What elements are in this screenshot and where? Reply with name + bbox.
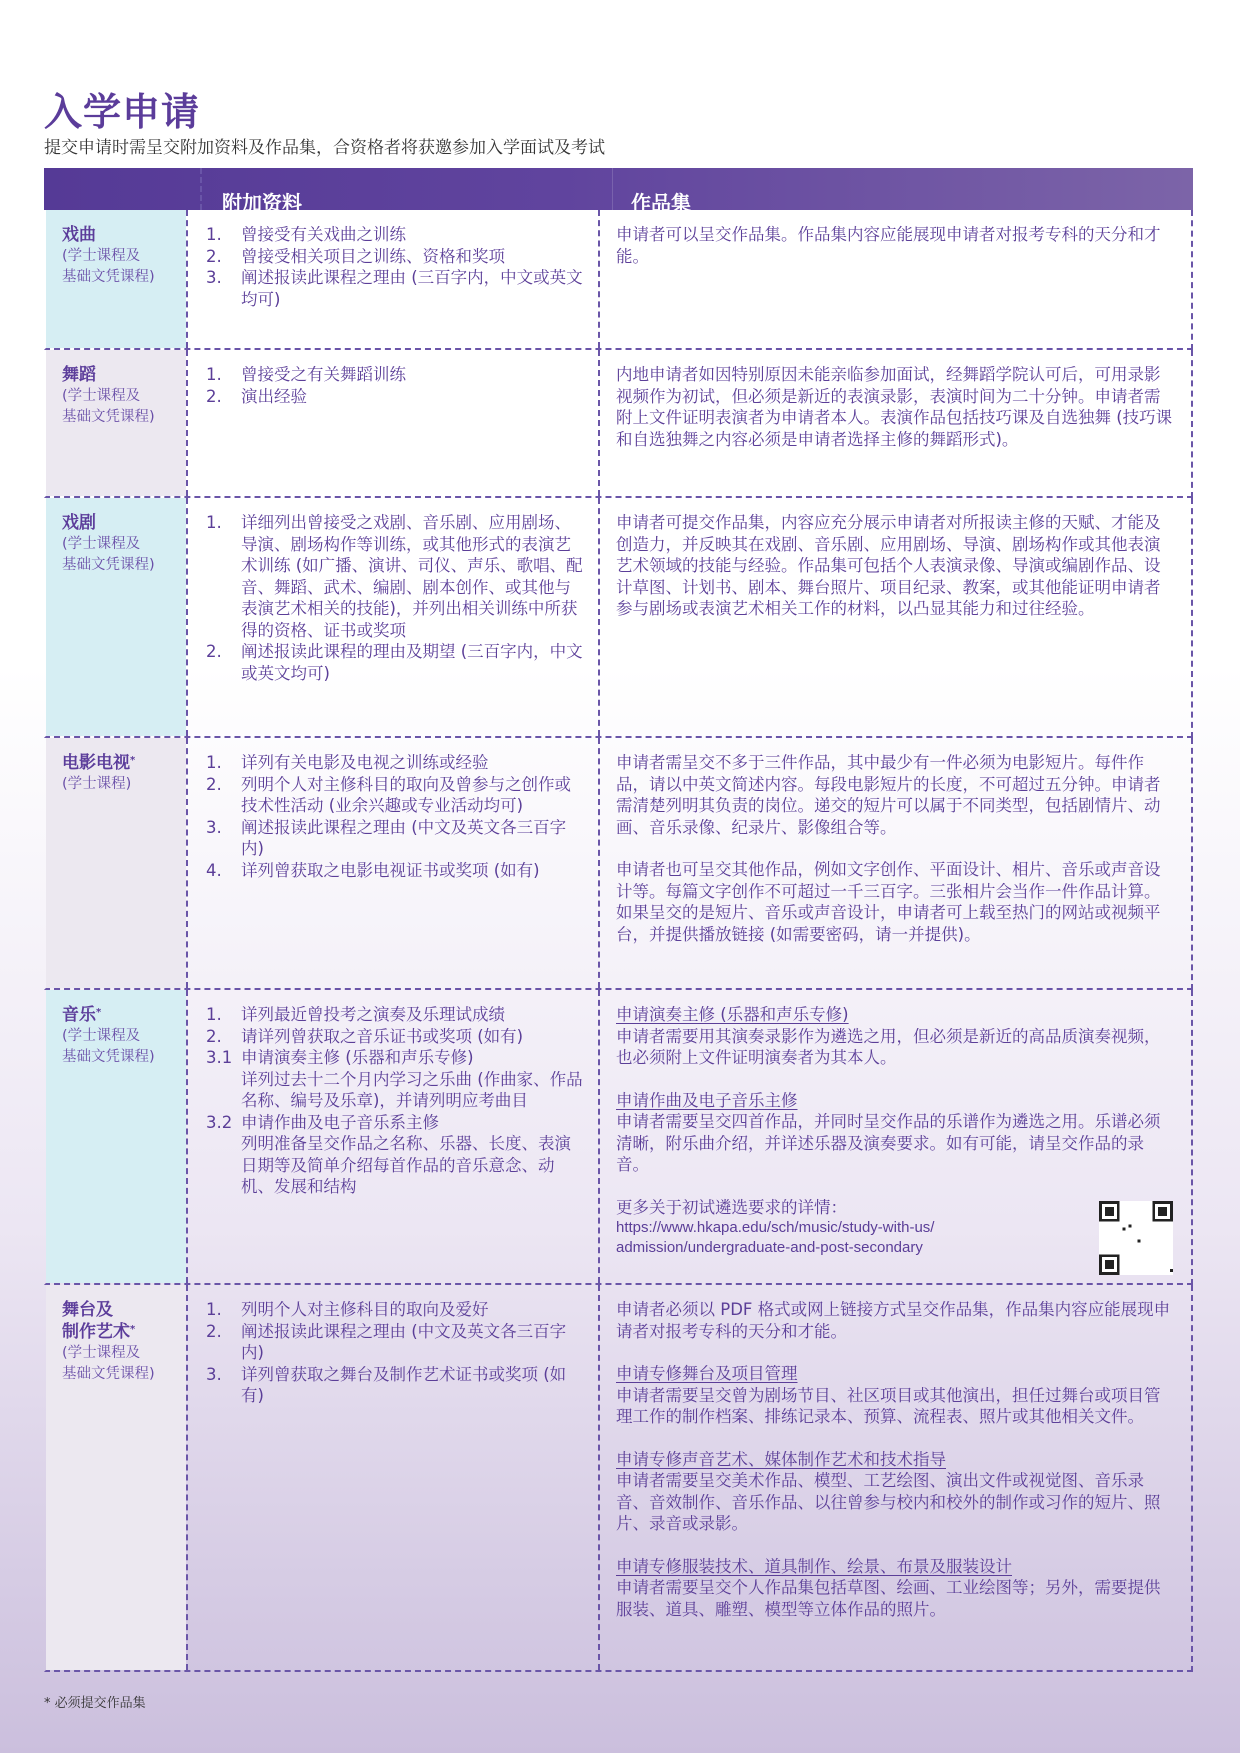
details-url[interactable]: admission/undergraduate-and-post-secondary (616, 1239, 923, 1256)
admission-table (44, 168, 1193, 1672)
spacer (616, 1069, 1175, 1090)
portfolio-text: 申请者也可呈交其他作品，例如文字创作、平面设计、相片、音乐或声音设计等。每篇文字创作不可超过一千三百字。三张相片会当作一件作品计算。如果呈交的是短片、音乐或声音设计，申请者可上载至热门的网站或视频平台，并提供播放链接 (如需要密码，请一并提供)。 (616, 860, 1161, 944)
additional-info-cell (186, 498, 598, 736)
requirement-item (206, 1069, 586, 1112)
requirement-item (206, 267, 586, 310)
requirement-item (206, 1299, 586, 1321)
item-number: 2. (206, 642, 222, 661)
portfolio-text: 更多关于初试遴选要求的详情： (616, 1197, 847, 1217)
spacer (616, 1342, 1175, 1363)
portfolio-text: 申请者需要呈交个人作品集包括草图、绘画、工业绘图等；另外，需要提供服装、道具、雕塑、模型等立体作品的照片。 (616, 1578, 1161, 1619)
requirement-item (206, 1112, 586, 1134)
item-number: 1. (206, 1300, 222, 1319)
programme-cell (46, 350, 186, 496)
header-portfolio: 作品集 (612, 168, 1193, 210)
item-text: 列明个人对主修科目的取向及曾参与之创作或技术性活动 (业余兴趣或专业活动均可) (241, 774, 571, 815)
requirement-item (206, 246, 586, 268)
additional-info-cell (186, 738, 598, 988)
portfolio-cell (598, 1285, 1191, 1670)
item-number (206, 1133, 241, 1198)
item-number: 3.1 (206, 1048, 233, 1067)
table-row (44, 1285, 1193, 1672)
item-text: 详细列出曾接受之戏剧、音乐剧、应用剧场、导演、剧场构作等训练，或其他形式的表演艺术训练 (如广播、演讲、司仪、声乐、歌唱、配音、舞蹈、武术、编剧、剧本创作、或其他与表演艺术相关的技能)，并列出相关训练中所获得的资格、证书或奖项 (241, 513, 583, 640)
item-text: 演出经验 (241, 386, 307, 406)
portfolio-cell (598, 210, 1191, 348)
header-programme (44, 168, 200, 210)
portfolio-text: 申请者需要呈交美术作品、模型、工艺绘图、演出文件或视觉图、音乐录音、音效制作、音乐作品、以往曾参与校内和校外的制作或习作的短片、照片、录音或录影。 (616, 1471, 1161, 1533)
requirement-item (206, 1004, 586, 1026)
requirement-item (206, 752, 586, 774)
programme-level: (学士课程) (62, 776, 132, 792)
spacer (616, 838, 1175, 859)
requirement-item (206, 1364, 586, 1407)
item-text: 请详列曾获取之音乐证书或奖项 (如有) (241, 1026, 524, 1046)
spacer (616, 1176, 1175, 1197)
programme-cell (46, 210, 186, 348)
requirement-item (206, 1321, 586, 1364)
programme-level: (学士课程及 (62, 1345, 141, 1361)
requirement-item (206, 641, 586, 684)
item-text: 列明准备呈交作品之名称、乐器、长度、表演日期等及简单介绍每首作品的音乐意念、动机、发展和结构 (241, 1134, 571, 1196)
portfolio-cell (598, 498, 1191, 736)
portfolio-required-mark: * (130, 1324, 136, 1335)
item-number: 2. (206, 386, 222, 406)
portfolio-cell (598, 738, 1191, 988)
item-number: 2. (206, 246, 222, 266)
programme-name: 舞台及 (62, 1300, 113, 1320)
programme-name: 舞蹈 (62, 365, 96, 385)
programme-name: 电影电视* (62, 753, 136, 773)
page-title: 入学申请 (44, 90, 201, 134)
table-row (44, 498, 1193, 738)
item-number: 4. (206, 860, 222, 880)
item-text: 申请演奏主修 (乐器和声乐专修) (241, 1048, 474, 1067)
item-text: 详列曾获取之电影电视证书或奖项 (如有) (241, 860, 540, 880)
programme-level: 基础文凭课程) (62, 1366, 155, 1382)
programme-level: 基础文凭课程) (62, 269, 155, 285)
details-url[interactable]: https://www.hkapa.edu/sch/music/study-with-us/ (616, 1219, 935, 1236)
item-number: 1. (206, 513, 222, 532)
item-text: 详列过去十二个月内学习之乐曲 (作曲家、作品名称、编号及乐章)，并请列明应考曲目 (241, 1069, 583, 1110)
item-number: 1. (206, 753, 222, 772)
table-row (44, 738, 1193, 990)
item-text: 详列曾获取之舞台及制作艺术证书或奖项 (如有) (241, 1364, 567, 1405)
programme-level: (学士课程及 (62, 536, 141, 552)
item-number: 3. (206, 1364, 222, 1384)
portfolio-text: 申请者需要呈交曾为剧场节目、社区项目或其他演出，担任过舞台或项目管理工作的制作档案、排练记录本、预算、流程表、照片或其他相关文件。 (616, 1385, 1161, 1426)
item-number: 1. (206, 225, 222, 244)
programme-cell (46, 738, 186, 988)
item-text: 阐述报读此课程的理由及期望 (三百字内，中文或英文均可) (241, 642, 583, 683)
requirement-item (206, 1026, 586, 1048)
item-number: 3. (206, 268, 222, 287)
item-number: 1. (206, 1005, 222, 1024)
programme-level: (学士课程及 (62, 1028, 141, 1044)
item-text: 详列有关电影及电视之训练或经验 (241, 753, 489, 772)
requirement-item (206, 224, 586, 246)
portfolio-text: 内地申请者如因特别原因未能亲临参加面试，经舞蹈学院认可后，可用录影视频作为初试，但必须是新近的表演录影，表演时间为二十分钟。申请者需附上文件证明表演者为申请者本人。表演作品包括技巧课及自选独舞 (技巧课和自选独舞之内容必须是申请者选择主修的舞蹈形式)。 (616, 365, 1173, 449)
programme-name: 戏剧 (62, 513, 96, 533)
portfolio-text: 申请者可以呈交作品集。作品集内容应能展现申请者对报考专科的天分和才能。 (616, 225, 1161, 266)
table-header (44, 168, 1193, 215)
additional-info-cell (186, 1285, 598, 1670)
item-number: 2. (206, 1026, 222, 1046)
programme-level: (学士课程及 (62, 388, 141, 404)
additional-info-cell (186, 990, 598, 1283)
requirement-item (206, 774, 586, 817)
additional-info-cell (186, 350, 598, 496)
portfolio-cell (598, 350, 1191, 496)
requirement-item (206, 512, 586, 641)
footnote: * 必须提交作品集 (44, 1696, 146, 1711)
item-number (206, 1069, 241, 1112)
table-row (44, 350, 1193, 498)
programme-level: (学士课程及 (62, 248, 141, 264)
requirement-item (206, 364, 586, 386)
item-text: 曾接受有关戏曲之训练 (241, 225, 406, 244)
requirement-item (206, 1047, 586, 1069)
table-row (44, 210, 1193, 350)
portfolio-text: 申请者可提交作品集，内容应充分展示申请者对所报读主修的天赋、才能及创造力，并反映其在戏剧、音乐剧、应用剧场、导演、剧场构作或其他表演艺术领域的技能与经验。作品集可包括个人表演录像、导演或编剧作品、设计草图、计划书、剧本、舞台照片、项目纪录、教案，或其他能证明申请者参与剧场或表演艺术相关工作的材料，以凸显其能力和过往经验。 (616, 513, 1161, 618)
portfolio-text: 申请者必须以 PDF 格式或网上链接方式呈交作品集，作品集内容应能展现申请者对报考专科的天分和才能。 (616, 1300, 1171, 1341)
qr-code-icon[interactable] (1099, 1201, 1173, 1275)
portfolio-subheading: 申请专修服装技术、道具制作、绘景、布景及服装设计 (616, 1556, 1012, 1576)
programme-cell (46, 990, 186, 1283)
item-number: 3.2 (206, 1112, 233, 1132)
item-number: 2. (206, 1321, 222, 1341)
programme-cell (46, 1285, 186, 1670)
item-number: 2. (206, 774, 222, 794)
requirement-item (206, 1133, 586, 1198)
table-body (44, 210, 1193, 1672)
programme-name: 戏曲 (62, 225, 96, 245)
programme-level: 基础文凭课程) (62, 409, 155, 425)
item-text: 列明个人对主修科目的取向及爱好 (241, 1300, 489, 1319)
item-number: 1. (206, 365, 222, 384)
header-additional-info: 附加资料 (200, 168, 612, 210)
requirement-item (206, 860, 586, 882)
item-text: 详列最近曾投考之演奏及乐理试成绩 (241, 1005, 505, 1024)
portfolio-subheading: 申请专修声音艺术、媒体制作艺术和技术指导 (616, 1449, 946, 1469)
programme-name: 制作艺术* (62, 1322, 136, 1342)
item-number: 3. (206, 817, 222, 837)
item-text: 曾接受相关项目之训练、资格和奖项 (241, 246, 505, 266)
portfolio-cell (598, 990, 1191, 1283)
portfolio-required-mark: * (96, 1007, 102, 1018)
item-text: 阐述报读此课程之理由 (中文及英文各三百字内) (241, 1321, 567, 1362)
spacer (616, 1428, 1175, 1449)
requirement-item (206, 817, 586, 860)
spacer (616, 1535, 1175, 1556)
portfolio-text: 申请者需要呈交四首作品，并同时呈交作品的乐谱作为遴选之用。乐谱必须清晰，附乐曲介绍，并详述乐器及演奏要求。如有可能，请呈交作品的录音。 (616, 1112, 1161, 1174)
table-row (44, 990, 1193, 1285)
portfolio-subheading: 申请专修舞台及项目管理 (616, 1364, 798, 1383)
item-text: 阐述报读此课程之理由 (三百字内，中文或英文均可) (241, 268, 583, 309)
additional-info-cell (186, 210, 598, 348)
portfolio-required-mark: * (130, 755, 136, 766)
programme-cell (46, 498, 186, 736)
item-text: 阐述报读此课程之理由 (中文及英文各三百字内) (241, 817, 567, 858)
requirement-item (206, 386, 586, 408)
portfolio-subheading: 申请演奏主修 (乐器和声乐专修) (616, 1005, 849, 1024)
portfolio-text: 申请者需呈交不多于三件作品，其中最少有一件必须为电影短片。每件作品，请以中英文简述内容。每段电影短片的长度，不可超过五分钟。申请者需清楚列明其负责的岗位。递交的短片可以属于不同类型，包括剧情片、动画、音乐录像、纪录片、影像组合等。 (616, 753, 1161, 837)
programme-level: 基础文凭课程) (62, 1049, 155, 1065)
portfolio-subheading: 申请作曲及电子音乐主修 (616, 1090, 798, 1110)
programme-level: 基础文凭课程) (62, 557, 155, 573)
page-subtitle: 提交申请时需呈交附加资料及作品集，合资格者将获邀参加入学面试及考试 (44, 138, 605, 158)
item-text: 申请作曲及电子音乐系主修 (241, 1112, 439, 1132)
item-text: 曾接受之有关舞蹈训练 (241, 365, 406, 384)
portfolio-text: 申请者需要用其演奏录影作为遴选之用，但必须是新近的高品质演奏视频，也必须附上文件证明演奏者为其本人。 (616, 1026, 1161, 1067)
programme-name: 音乐* (62, 1005, 102, 1025)
